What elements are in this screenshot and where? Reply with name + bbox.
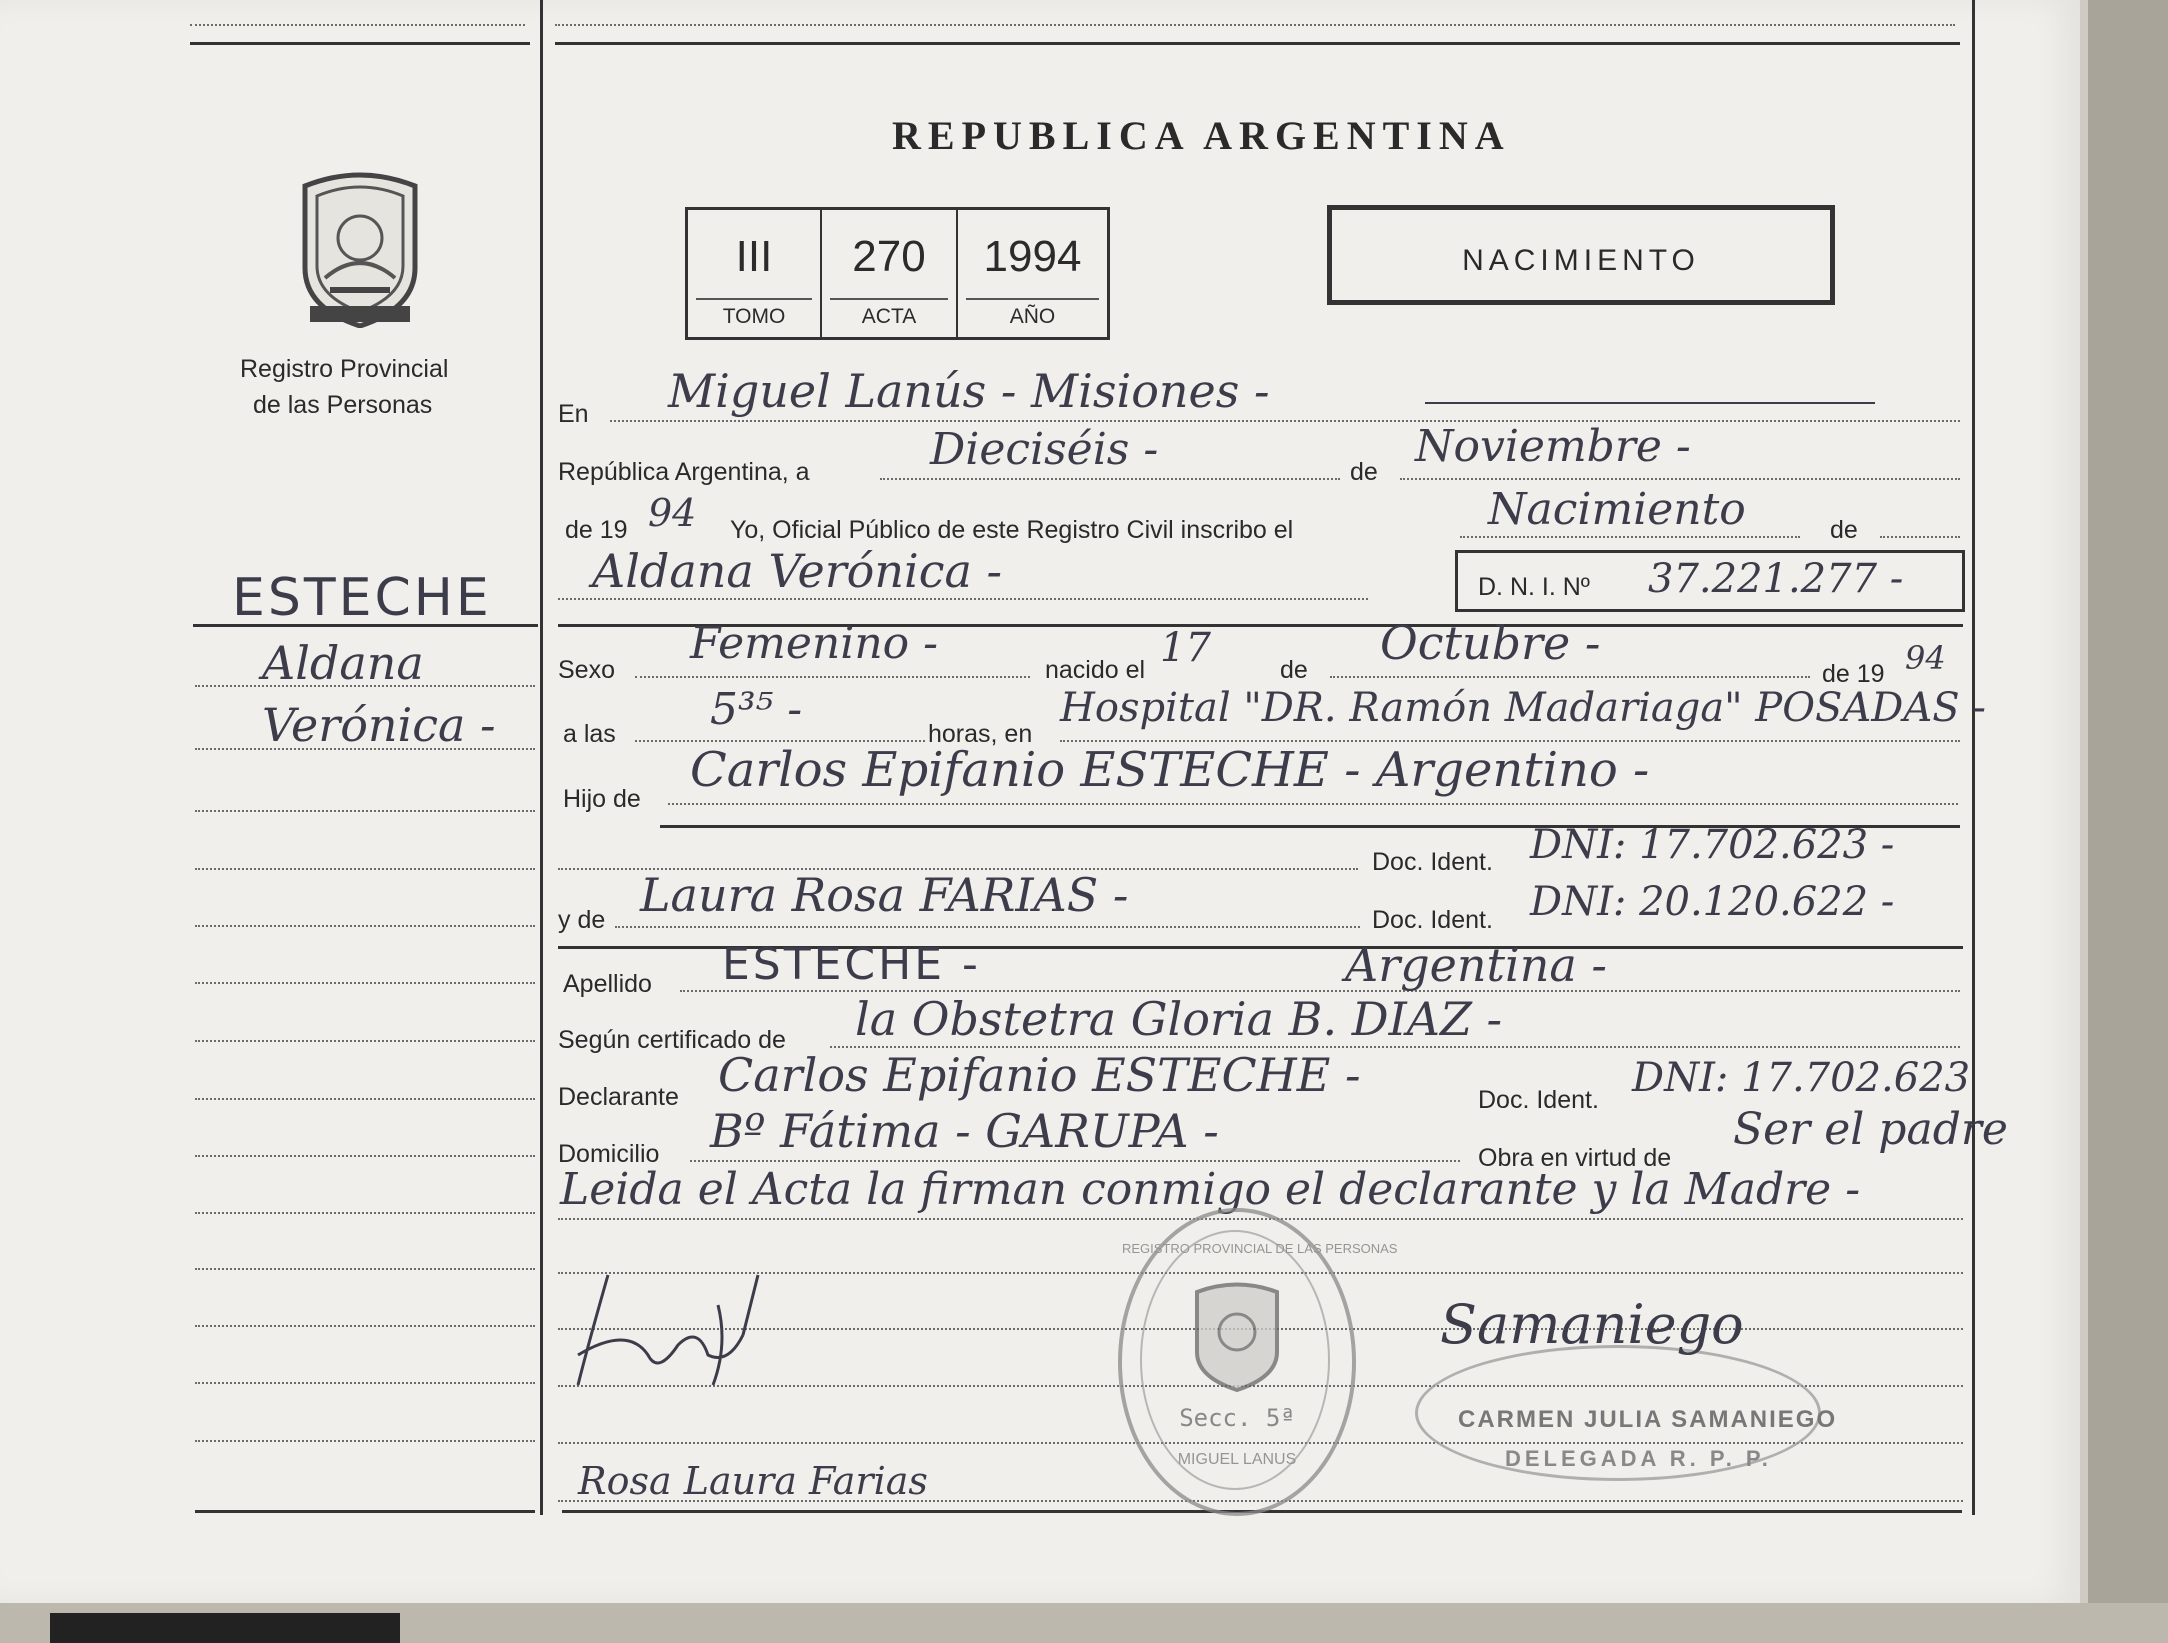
oficial-text: Yo, Oficial Público de este Registro Civil inscribo el [730, 516, 1294, 544]
certificado-label: Según certificado de [558, 1026, 786, 1054]
domicilio-label: Domicilio [558, 1140, 660, 1168]
dni-label: D. N. I. Nº [1478, 573, 1590, 601]
month-line [1400, 478, 1960, 480]
event-line [1460, 536, 1800, 538]
margin-line [195, 1268, 535, 1270]
margin-bottom-rule [195, 1510, 535, 1513]
dni-box [1455, 550, 1965, 612]
yde-label: y de [558, 906, 606, 934]
father-signature [568, 1265, 778, 1395]
nationality-value: Argentina - [1345, 938, 1607, 992]
acta-cell [822, 210, 958, 337]
misiones-seal-icon [285, 168, 435, 328]
right-border [1972, 0, 1975, 1515]
day-line [880, 478, 1340, 480]
republica-label: República Argentina, a [558, 458, 810, 486]
nacido-label: nacido el [1045, 656, 1146, 684]
mother-signature: Rosa Laura Farias [578, 1459, 928, 1503]
margin-line [195, 810, 535, 812]
country-title: REPUBLICA ARGENTINA [892, 113, 1511, 158]
registry-name-line1: Registro Provincial [240, 355, 449, 383]
margin-line [195, 748, 535, 750]
top-rule-left [190, 42, 530, 45]
margin-line [195, 1212, 535, 1214]
record-type-label: NACIMIENTO [1462, 244, 1700, 277]
birth-year: 94 [1905, 639, 1946, 677]
en-strike [1425, 402, 1875, 404]
father-line [668, 803, 1958, 805]
day-value: Dieciséis - [930, 424, 1159, 475]
anio-value: 1994 [983, 232, 1082, 281]
margin-surname: ESTECHE [232, 568, 492, 628]
tomo-label: TOMO [722, 305, 786, 328]
certificado-value: la Obstetra Gloria B. DIAZ - [855, 992, 1503, 1046]
alas-label: a las [563, 720, 616, 748]
event-value: Nacimiento [1488, 484, 1746, 535]
de-line [1880, 536, 1960, 538]
hijo-label: Hijo de [563, 785, 641, 813]
acta-label: ACTA [861, 305, 917, 328]
closing-value: Leida el Acta la firman conmigo el declarante y la Madre - [560, 1164, 1861, 1215]
officer-signature: Samaniego [1440, 1293, 1744, 1356]
birth-month: Octubre - [1380, 616, 1601, 670]
registry-name-line2: de las Personas [253, 391, 433, 419]
official-stamp [1118, 1208, 1398, 1516]
stamp-emblem-icon [1182, 1282, 1292, 1392]
obra-value: Ser el padre [1733, 1104, 2008, 1155]
apellido-value: ESTECHE - [722, 939, 981, 990]
sexo-label: Sexo [558, 656, 615, 684]
top-rule-right [555, 42, 1960, 45]
record-number-box [685, 207, 1110, 340]
mother-doc: DNI: 20.120.622 - [1530, 879, 1895, 925]
mother-line [615, 926, 1360, 928]
de-label2: de [1830, 516, 1858, 544]
officer-name: CARMEN JULIA SAMANIEGO [1458, 1406, 1838, 1433]
margin-line [195, 982, 535, 984]
declarante-doc: DNI: 17.702.623 [1632, 1055, 1971, 1101]
mother-value: Laura Rosa FARIAS - [640, 868, 1129, 922]
place-value: Hospital "DR. Ramón Madariaga" POSADAS - [1060, 685, 1986, 731]
domicilio-line [690, 1160, 1460, 1162]
doc-label3: Doc. Ident. [1478, 1086, 1599, 1114]
en-value: Miguel Lanús - Misiones - [668, 364, 1270, 418]
margin-line [195, 1382, 535, 1384]
domicilio-value: Bº Fátima - GARUPA - [710, 1104, 1219, 1158]
book-bottom-edge [0, 1603, 2168, 1643]
time-value: 5³⁵ - [710, 684, 803, 735]
dni-value: 37.221.277 - [1648, 556, 1904, 602]
apellido-label: Apellido [563, 970, 652, 998]
stamp-text: REGISTRO PROVINCIAL DE LAS PERSONAS [1122, 1241, 1398, 1256]
top-dotted-line-left [190, 24, 525, 26]
doc-label2: Doc. Ident. [1372, 906, 1493, 934]
month-value: Noviembre - [1415, 421, 1691, 472]
margin-line [195, 1440, 535, 1442]
margin-given1: Aldana [262, 636, 424, 690]
father-value: Carlos Epifanio ESTECHE - Argentino - [690, 742, 1650, 798]
name-value: Aldana Verónica - [592, 544, 1003, 598]
name-line [558, 598, 1368, 600]
stamp-city: MIGUEL LANUS [1177, 1451, 1297, 1468]
tomo-cell [688, 210, 822, 337]
horas-label: horas, en [928, 720, 1033, 748]
birth-day: 17 [1160, 625, 1211, 671]
anio-label: AÑO [1009, 305, 1056, 328]
declarante-value: Carlos Epifanio ESTECHE - [718, 1048, 1361, 1102]
anio-cell [958, 210, 1107, 337]
year-value: 94 [648, 491, 697, 535]
sexo-line [635, 676, 1030, 678]
margin-line [195, 685, 535, 687]
birth-year-prefix: de 19 [1822, 660, 1885, 688]
obra-label: Obra en virtud de [1478, 1144, 1672, 1172]
margin-line [195, 1325, 535, 1327]
de-label: de [1350, 458, 1378, 486]
acta-value: 270 [852, 232, 926, 281]
birth-month-line [1330, 676, 1810, 678]
top-dotted-line-right [555, 24, 1955, 26]
margin-rule [193, 624, 538, 627]
margin-line [195, 925, 535, 927]
de-label3: de [1280, 656, 1308, 684]
en-line [610, 420, 1960, 422]
sexo-value: Femenino - [690, 618, 939, 669]
margin-line [195, 1098, 535, 1100]
record-type-box [1327, 205, 1835, 305]
father-doc: DNI: 17.702.623 - [1530, 822, 1895, 868]
book-cover-edge [2088, 0, 2168, 1643]
en-label: En [558, 400, 589, 428]
officer-title: DELEGADA R. P. P. [1505, 1446, 1772, 1471]
year-prefix: de 19 [565, 516, 628, 544]
stamp-section: Secc. 5ª [1179, 1404, 1295, 1432]
margin-given2: Verónica - [262, 698, 496, 752]
margin-line [195, 868, 535, 870]
margin-line [195, 1155, 535, 1157]
column-divider [540, 0, 543, 1515]
tomo-value: III [735, 232, 773, 281]
declarante-label: Declarante [558, 1083, 679, 1111]
doc-label: Doc. Ident. [1372, 848, 1493, 876]
margin-line [195, 1040, 535, 1042]
